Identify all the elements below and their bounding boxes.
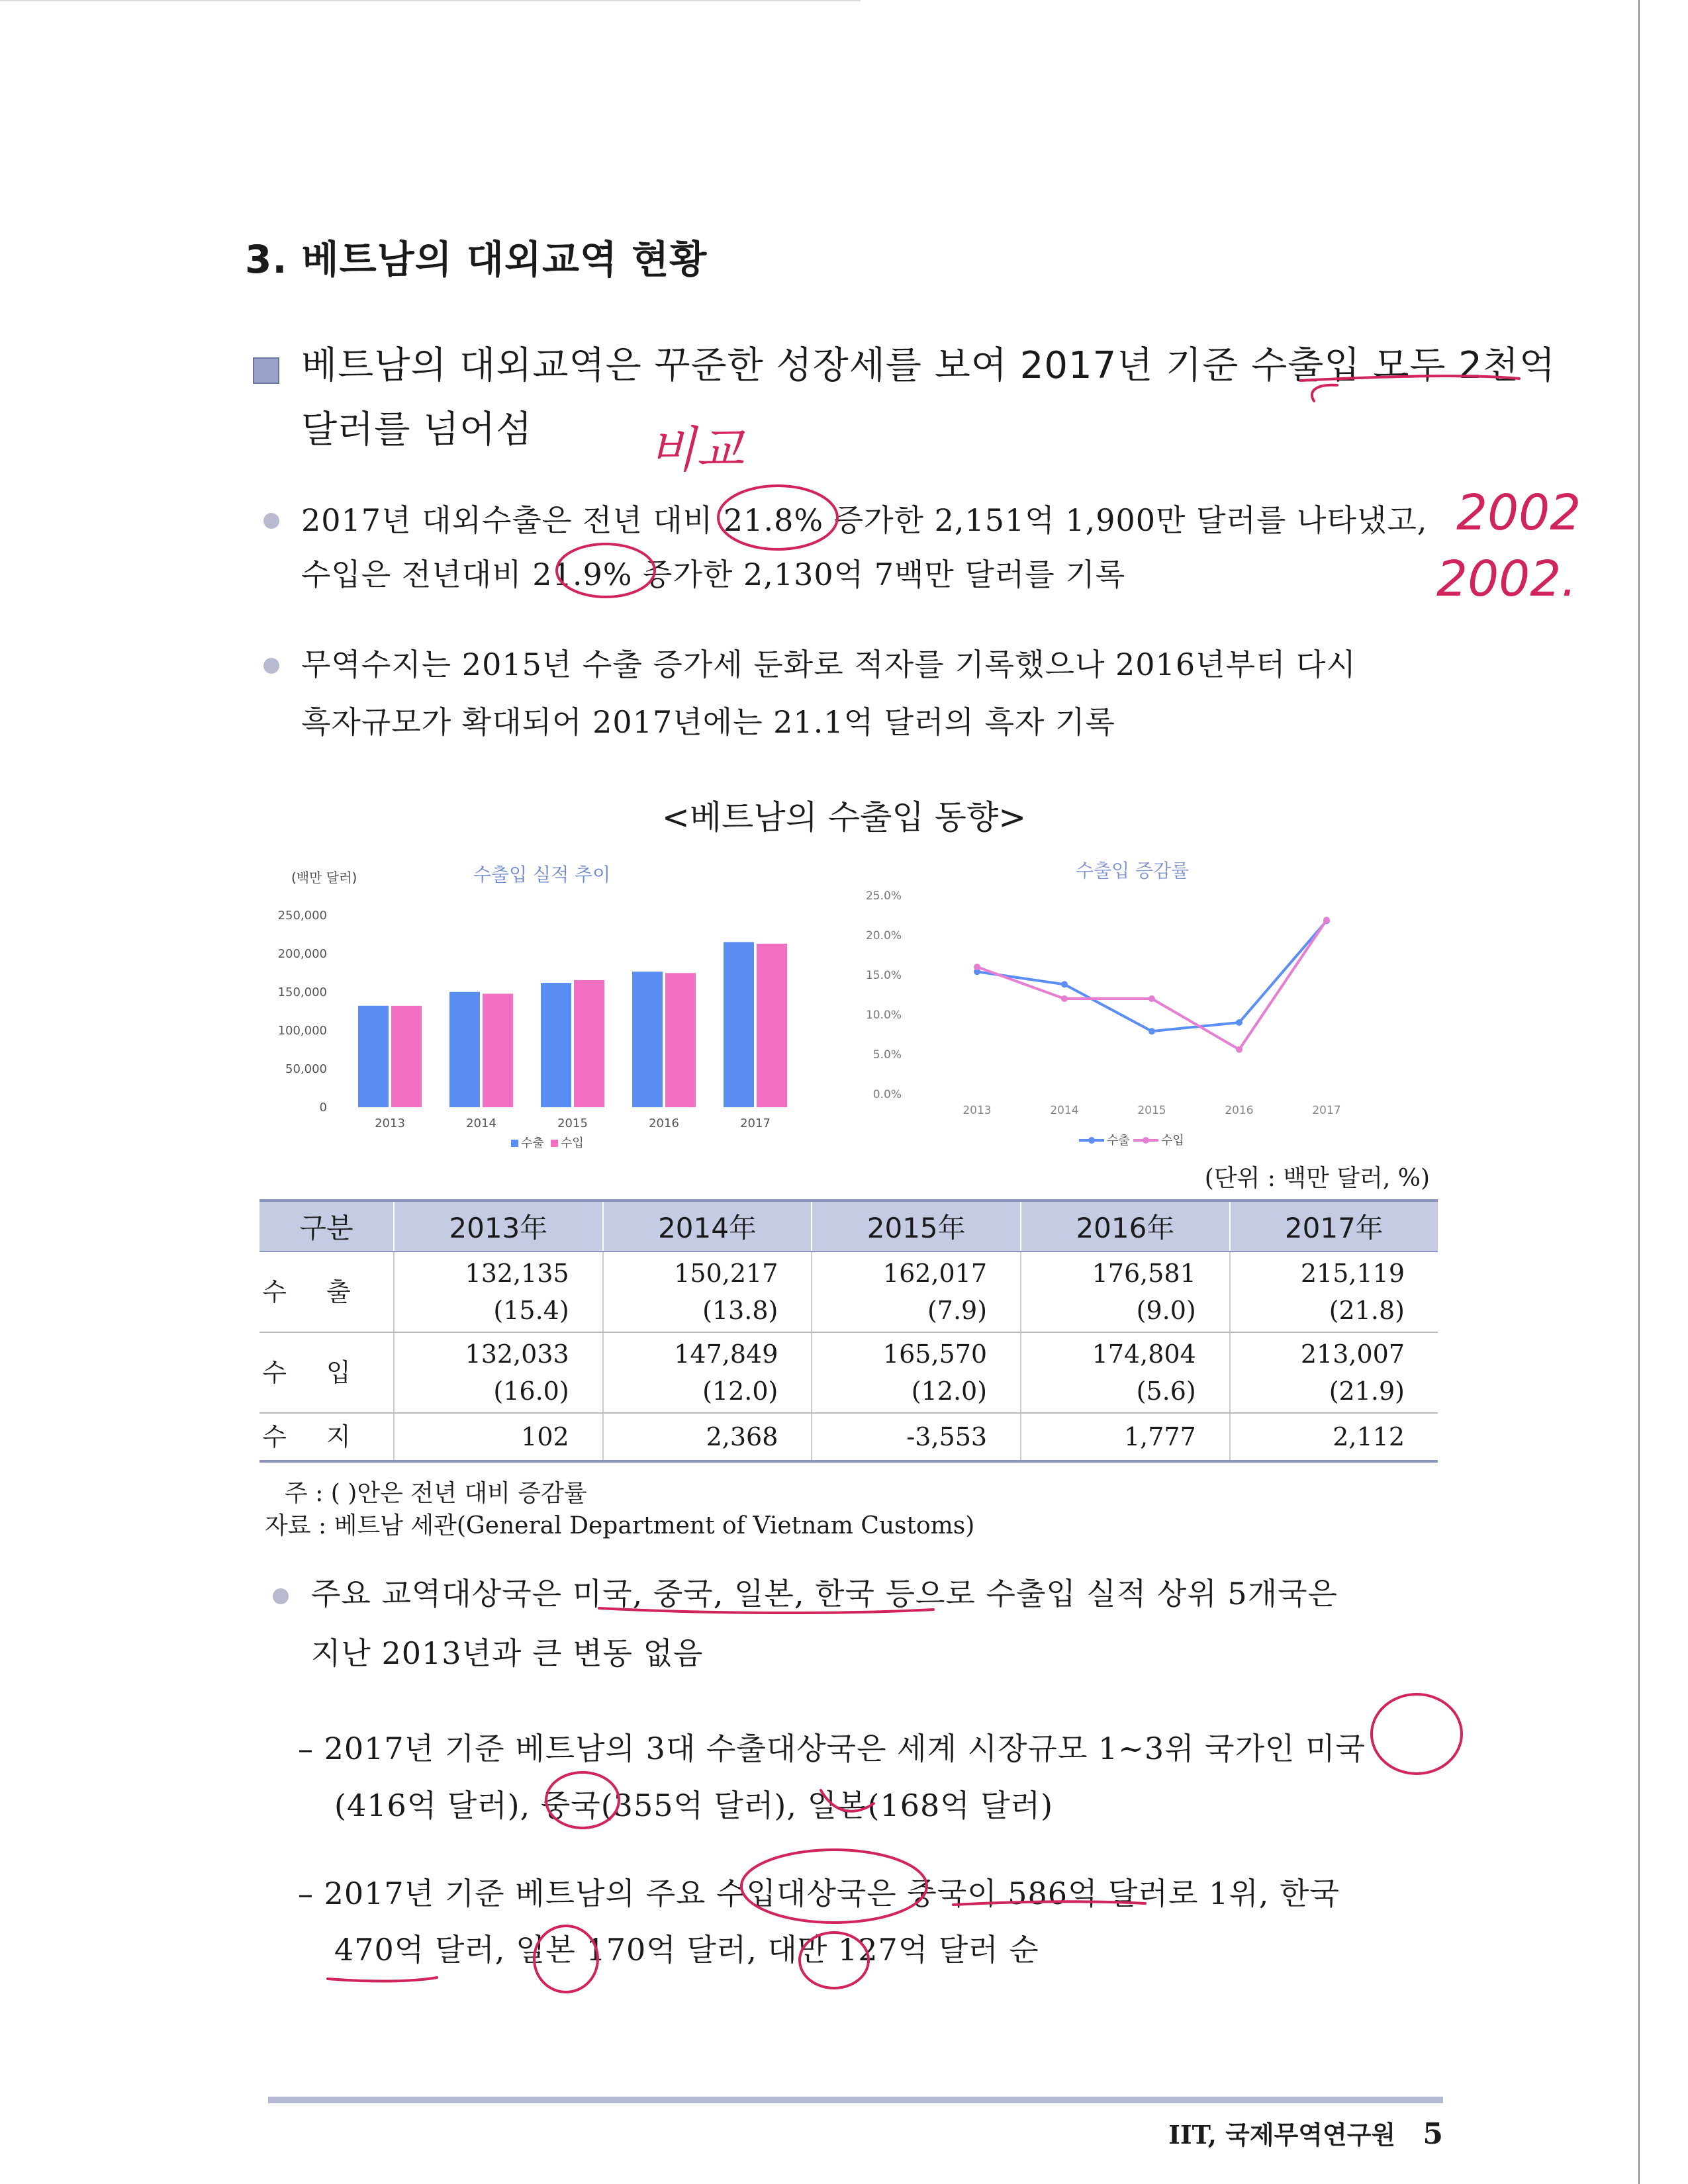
chart-caption: <베트남의 수출입 동향> bbox=[661, 798, 1027, 837]
table-note: 주 : ( )안은 전년 대비 증감률 bbox=[285, 1480, 587, 1507]
circle-mark-21-9 bbox=[557, 544, 655, 597]
underline-china-586 bbox=[953, 1901, 1145, 1905]
line-chart-ytick-label: 10.0% bbox=[865, 1009, 902, 1022]
table-header-cell: 2015年 bbox=[812, 1201, 1021, 1251]
table-cell: 102 bbox=[394, 1413, 603, 1461]
underline-korea-470 bbox=[328, 1978, 437, 1981]
table-cell: 147,849 (12.0) bbox=[603, 1332, 812, 1413]
table-cell: 215,119 (21.8) bbox=[1230, 1251, 1438, 1332]
bar-chart-ytick-label: 0 bbox=[319, 1101, 327, 1115]
legend-label-export: 수출 bbox=[1107, 1134, 1130, 1148]
bullet-1-line-1: 2017년 대외수출은 전년 대비 21.8% 증가한 2,151억 1,900만 달러를 나타냈고, bbox=[301, 502, 1428, 538]
headline-underline bbox=[1301, 376, 1519, 381]
line-chart-ytick-label: 0.0% bbox=[872, 1088, 902, 1101]
table-header-cell: 2016年 bbox=[1021, 1201, 1230, 1251]
bar-chart-ytick-label: 150,000 bbox=[277, 985, 327, 999]
unit-note: (단위 : 백만 달러, %) bbox=[1204, 1165, 1430, 1192]
bullet-1-line-2: 수입은 전년대비 21.9% 증가한 2,130억 7백만 달러를 기록 bbox=[301, 557, 1126, 592]
table-cell: 213,007 (21.9) bbox=[1230, 1332, 1438, 1413]
bar-chart-title: 수출입 실적 추이 bbox=[473, 864, 611, 886]
table-header-cell: 구분 bbox=[259, 1201, 394, 1251]
table-header-cell: 2013年 bbox=[394, 1201, 603, 1251]
line-chart-title: 수출입 증감률 bbox=[1076, 860, 1190, 882]
headline-line-2: 달러를 넘어섬 bbox=[301, 408, 533, 451]
line-chart-xtick-label: 2016 bbox=[1225, 1104, 1254, 1117]
circle-mark-japan-2 bbox=[534, 1926, 598, 1992]
bullet-2-line-1: 무역수지는 2015년 수출 증가세 둔화로 적자를 기록했으나 2016년부터 다시 bbox=[301, 647, 1356, 682]
mark-japan bbox=[821, 1790, 874, 1811]
bar-chart-ylabel: (백만 달러) bbox=[291, 870, 357, 886]
table-row-label: 수지 bbox=[259, 1413, 394, 1461]
bar-chart-ytick-label: 200,000 bbox=[277, 947, 327, 961]
bar-chart-xtick-label: 2014 bbox=[466, 1116, 496, 1130]
legend-label-import: 수입 bbox=[561, 1136, 584, 1150]
table-cell: 132,033 (16.0) bbox=[394, 1332, 603, 1413]
dash-item-1-line-2: (416억 달러), 중국(355억 달러), 일본(168억 달러) bbox=[334, 1788, 1054, 1823]
bar-chart-ytick-label: 250,000 bbox=[277, 909, 327, 923]
bullet-2-line-2: 흑자규모가 확대되어 2017년에는 21.1억 달러의 흑자 기록 bbox=[301, 704, 1115, 740]
legend-label-import: 수입 bbox=[1161, 1134, 1184, 1148]
bar-chart-ytick-label: 50,000 bbox=[285, 1062, 327, 1076]
line-chart-xtick-label: 2015 bbox=[1137, 1104, 1166, 1117]
bullet-3-line-2: 지난 2013년과 큰 변동 없음 bbox=[311, 1635, 704, 1671]
bar-chart-xtick-label: 2016 bbox=[649, 1116, 679, 1130]
table-cell: 165,570 (12.0) bbox=[812, 1332, 1021, 1413]
table-header-cell: 2014年 bbox=[603, 1201, 812, 1251]
bar-chart-xtick-label: 2017 bbox=[740, 1116, 771, 1130]
handwritten-word: 비교 bbox=[649, 422, 743, 478]
line-chart-ytick-label: 25.0% bbox=[865, 889, 902, 903]
legend-label-export: 수출 bbox=[521, 1136, 544, 1150]
line-chart-xtick-label: 2014 bbox=[1050, 1104, 1079, 1117]
section-title: 3. 베트남의 대외교역 현황 bbox=[245, 237, 708, 282]
handwritten-number-2: 2002. bbox=[1436, 551, 1577, 608]
table-cell: 1,777 bbox=[1021, 1413, 1230, 1461]
line-chart-ytick-label: 15.0% bbox=[865, 969, 902, 982]
circle-mark-taiwan bbox=[800, 1933, 868, 1988]
dash-item-2-line-1: – 2017년 기준 베트남의 주요 수입대상국은 중국이 586억 달러로 1위, 한국 bbox=[298, 1876, 1340, 1911]
line-chart-ytick-label: 5.0% bbox=[872, 1048, 902, 1062]
bar-chart-xtick-label: 2013 bbox=[375, 1116, 405, 1130]
dash-item-1-line-1: – 2017년 기준 베트남의 3대 수출대상국은 세계 시장규모 1~3위 국가인 미국 bbox=[298, 1731, 1366, 1766]
bullet-3-line-1: 주요 교역대상국은 미국, 중국, 일본, 한국 등으로 수출입 실적 상위 5개국은 bbox=[311, 1576, 1338, 1612]
page-number: 5 bbox=[1423, 2117, 1443, 2151]
footer-rule bbox=[268, 2097, 1443, 2103]
table-row-label: 수출 bbox=[259, 1251, 394, 1332]
handwritten-number-1: 2002 bbox=[1456, 484, 1581, 541]
table-cell: -3,553 bbox=[812, 1413, 1021, 1461]
table-row-label: 수입 bbox=[259, 1332, 394, 1413]
table-source: 자료 : 베트남 세관(General Department of Vietnam Customs) bbox=[265, 1512, 975, 1539]
table-cell: 162,017 (7.9) bbox=[812, 1251, 1021, 1332]
table-cell: 132,135 (15.4) bbox=[394, 1251, 603, 1332]
table-header-cell: 2017年 bbox=[1230, 1201, 1438, 1251]
underline-countries bbox=[599, 1608, 933, 1613]
circle-mark-import bbox=[741, 1850, 927, 1923]
table-cell: 176,581 (9.0) bbox=[1021, 1251, 1230, 1332]
circle-mark-china bbox=[546, 1772, 619, 1828]
table-cell: 2,112 bbox=[1230, 1413, 1438, 1461]
underline-hook bbox=[1312, 385, 1337, 401]
table-cell: 150,217 (13.8) bbox=[603, 1251, 812, 1332]
circle-mark-usa bbox=[1372, 1694, 1462, 1774]
headline-line-1: 베트남의 대외교역은 꾸준한 성장세를 보여 2017년 기준 수출입 모두 2천억 bbox=[301, 344, 1556, 387]
footer bbox=[1168, 2115, 1443, 2151]
circle-mark-21-8 bbox=[718, 486, 837, 549]
line-chart-xtick-label: 2017 bbox=[1312, 1104, 1341, 1117]
line-chart-ytick-label: 20.0% bbox=[865, 929, 902, 942]
bar-chart-xtick-label: 2015 bbox=[557, 1116, 588, 1130]
footer-org: IIT, 국제무역연구원 bbox=[1168, 2120, 1396, 2150]
dash-item-2-line-2: 470억 달러, 일본 170억 달러, 대만 127억 달러 순 bbox=[334, 1932, 1039, 1968]
bar-chart-ytick-label: 100,000 bbox=[277, 1024, 327, 1038]
table-cell: 2,368 bbox=[603, 1413, 812, 1461]
table-cell: 174,804 (5.6) bbox=[1021, 1332, 1230, 1413]
line-chart-xtick-label: 2013 bbox=[962, 1104, 992, 1117]
